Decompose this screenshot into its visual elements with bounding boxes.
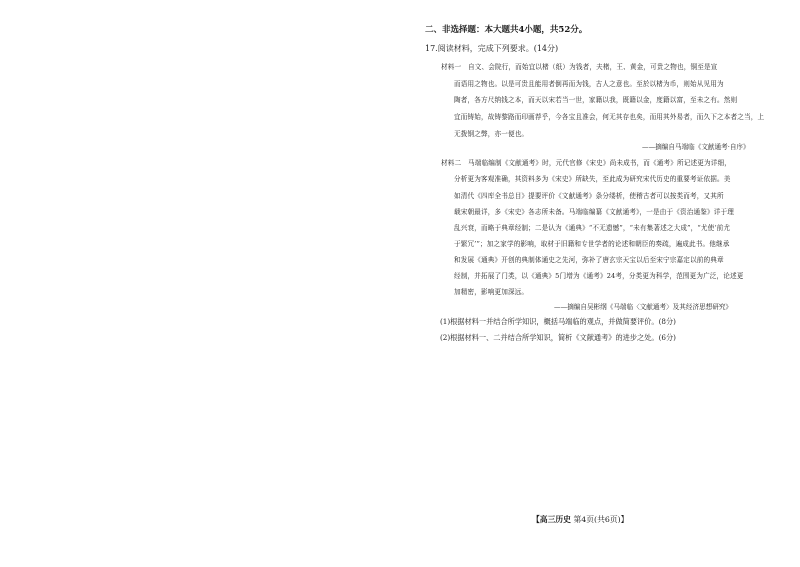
footer-subject: 【高三历史 [532, 515, 571, 524]
material-2-line: 材料二 马端临编制《文献通考》时，元代官修《宋史》尚未成书，而《通考》所记述更为详细， [441, 159, 731, 167]
page-footer [532, 516, 628, 524]
material-2-line: 加精密，影响更加深远。 [454, 288, 529, 296]
material-2-line: 经制，并拓展了门类，以《通典》5门增为《通考》24考，分类更为科学，范围更为广泛，论述更 [454, 272, 744, 280]
material-2-line: 于繁冗’”；加之家学的影响，取材于旧籍和专世学者的论述和朝臣的奏疏，遍成此书。他继承 [454, 240, 730, 248]
material-1-line: 材料一 自文、会院行，而始宜以楮（纸）为钱者，夫楮，王、黄金，可贵之物也，铜至是宣 [441, 63, 718, 71]
material-2-line: 和发展《通典》开创的典制体通史之先河，弥补了唐玄宗天宝以后至宋宁宗嘉定以前的典章 [454, 256, 724, 264]
material-2-line: 分析更为客观准确，其资料多为《宋史》所缺失，至此成为研究宋代历史的重要考证依据。美 [454, 175, 731, 183]
subquestion-2: (2)根据材料一、二并结合所学知识，简析《文献通考》的进步之处。(6分) [440, 333, 676, 342]
question-17-prompt: 17.阅读材料，完成下列要求。(14分) [425, 44, 559, 53]
material-2-source: ——摘编自吴彬纲《马端临〈文献通考〉及其经济思想研究》 [554, 303, 733, 311]
section-title: 二、非选择题：本大题共4小题，共52分。 [425, 25, 588, 35]
material-2-line: 载宋朝最详，多《宋史》各志所未备。马端临编纂《文献通考》，一是由于《资治通鉴》详于理 [454, 208, 734, 216]
material-1-line: 而语用之物也。以是可贵且能用者倒再而为钱，古人之意也。至於以楮为币，则始从见用为 [454, 80, 724, 88]
material-1-source: ——摘编自马端临《文献通考·自序》 [642, 143, 750, 151]
subquestion-1: (1)根据材料一并结合所学知识，概括马端临的观点，并做简要评价。(8分) [440, 317, 676, 326]
footer-page-info: 第4页(共6页)】 [573, 515, 629, 524]
material-1-line: 无拨钢之弊，亦一便也。 [454, 130, 529, 138]
material-1-line: 陶者，各方尺纳钱之本，而天以宋若当一世，家籍以我，既籍以金，度籍以富，至未之有。然则 [454, 96, 738, 104]
material-2-line: 乱兴衰，而略于典章经制；二是认为《通典》“不无遗憾”，“未有集著述之大成”，“尤使‘前尤 [454, 224, 731, 232]
material-2-line: 如清代《四库全书总目》提要评价《文献通考》条分缕析，使稽古者可以按类而考，又其所 [454, 192, 724, 200]
material-1-line: 宜而铸始，故铸黎路而印画荐乎，今各宝且准会，何无其存也矣，而用其外易者，而久下之本者之当，上 [454, 113, 765, 121]
